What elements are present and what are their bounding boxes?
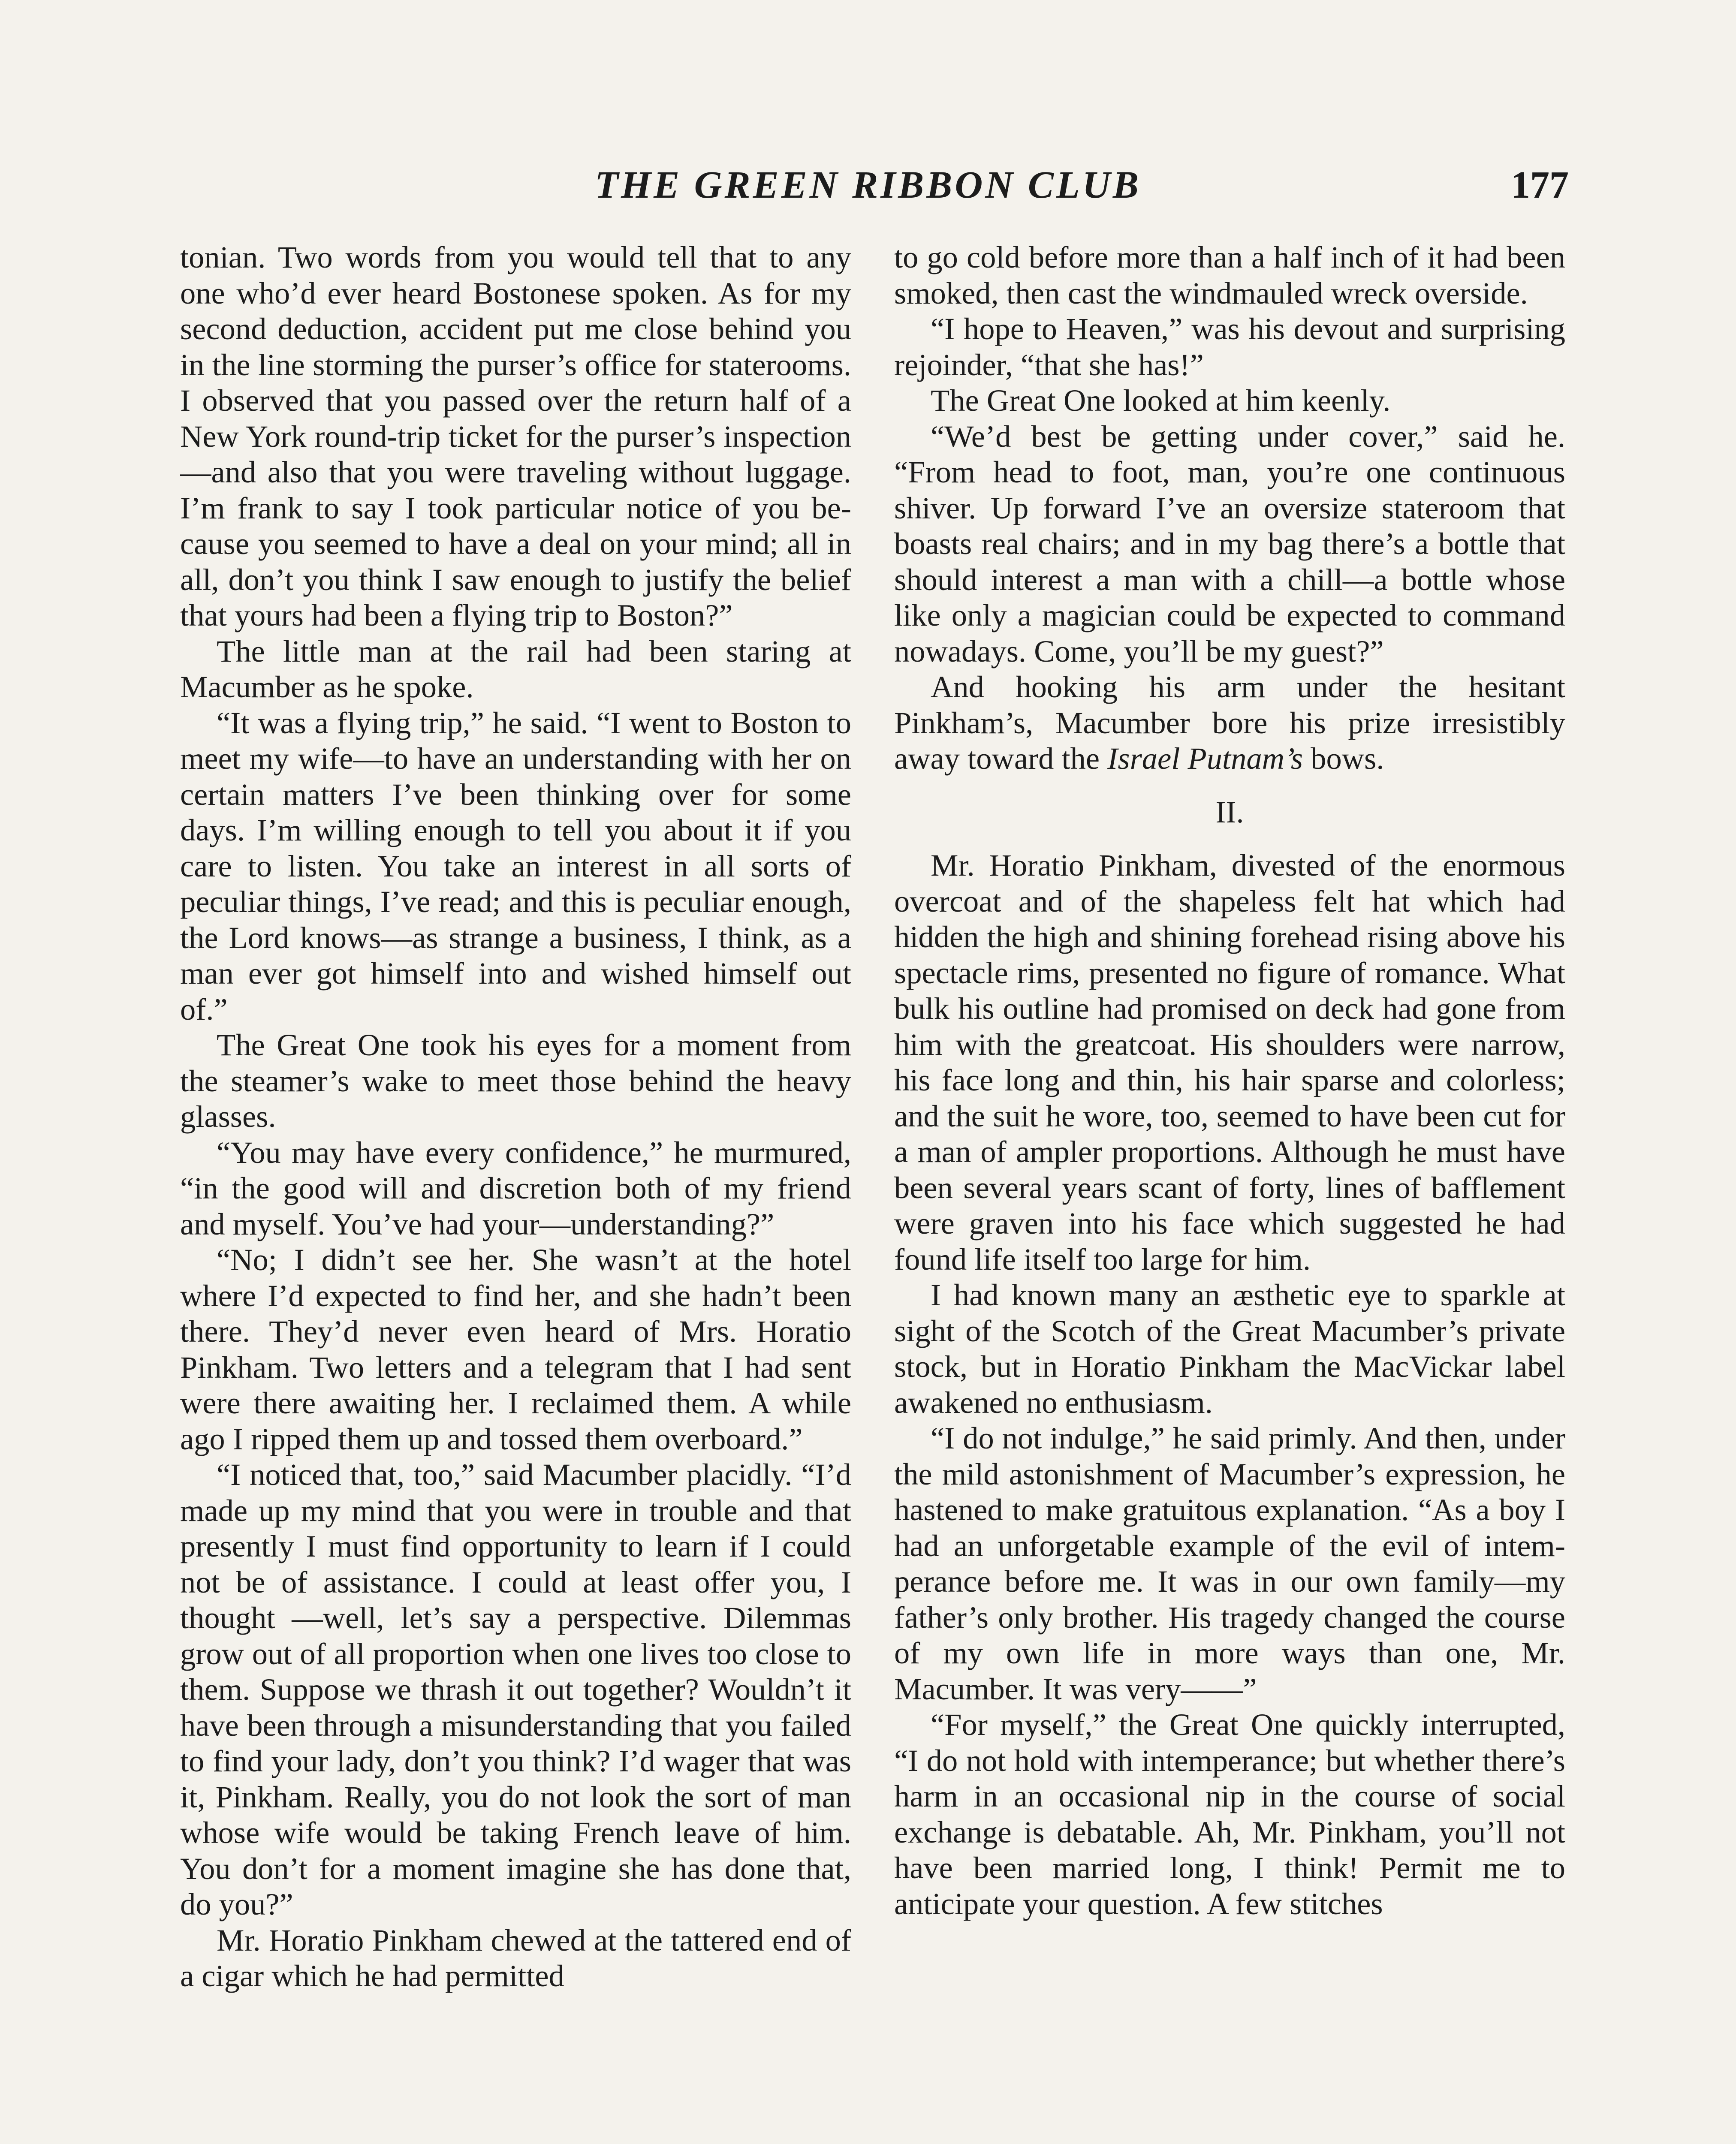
paragraph: “I hope to Heaven,” was his devout and surprising rejoinder, “that she has!”: [894, 311, 1565, 382]
paragraph: to go cold before more than a half inch of it had been smoked, then cast the windmauled wreck overside.: [894, 240, 1565, 310]
paragraph: Mr. Horatio Pinkham, divested of the enormous overcoat and of the shapeless felt hat which had hidden the high and shining forehead rising above his spectacle rims, presented no figure of romance. What bulk his outline had promised on deck had gone from him with the greatcoat. His shoulders were narrow, his face long and thin, his hair sparse and colorless; and the suit he wore, too, seemed to have been cut for a man of ampler proportions. Although he must have been several years scant of forty, lines of bafflement were graven into his face which suggested he had found life itself too large for him.: [894, 848, 1565, 1277]
paragraph: “No; I didn’t see her. She wasn’t at the hotel where I’d expected to find her, and she hadn’t been there. They’d never even heard of Mrs. Horatio Pinkham. Two letters and a telegram that I had sent were there awaiting her. I reclaimed them. A while ago I ripped them up and tossed them overboard.”: [180, 1242, 851, 1456]
right-column: [894, 239, 1565, 2144]
closing-tail-text: bows.: [1303, 741, 1384, 776]
paragraph: “I noticed that, too,” said Macumber placidly. “I’d made up my mind that you were in trouble and that presently I must find opportunity to learn if I could not be of assistance. I could at least offer you, I thought —well, let’s say a perspective. Dilemmas grow out of all proportion when one lives too close to them. Suppose we thrash it out together? Wouldn’t it have been through a misunderstanding that you failed to find your lady, don’t you think? I’d wager that was it, Pinkham. Really, you do not look the sort of man whose wife would be taking French leave of him. You don’t for a moment imagine she has done that, do you?”: [180, 1457, 851, 1921]
page-number: 177: [1511, 164, 1569, 206]
paragraph: “We’d best be getting under cover,” said he. “From head to foot, man, you’re one continuous shiver. Up forward I’ve an oversize stateroom that boasts real chairs; and in my bag there’s a bottle that should interest a man with a chill—a bottle whose like only a magician could be expected to command nowadays. Come, you’ll be my guest?”: [894, 419, 1565, 668]
ship-name: Israel Putnam’s: [1107, 741, 1303, 776]
page-header: [0, 163, 1736, 210]
paragraph: I had known many an æsthetic eye to sparkle at sight of the Scotch of the Great Macumber’s private stock, but in Horatio Pinkham the MacVickar label awakened no enthusiasm.: [894, 1277, 1565, 1420]
paragraph-closing: [894, 669, 1565, 777]
paragraph: “It was a flying trip,” he said. “I went to Boston to meet my wife—to have an understanding with her on certain matters I’ve been thinking over for some days. I’m willing enough to tell you about it if you care to listen. You take an interest in all sorts of peculiar things, I’ve read; and this is peculiar enough, the Lord knows—as strange a business, I think, as a man ever got himself into and wished himself out of.”: [180, 705, 851, 1027]
paragraph: “For myself,” the Great One quickly interrupted, “I do not hold with intemperance; but whether there’s harm in an occasional nip in the course of social exchange is debatable. Ah, Mr. Pinkham, you’ll not have been married long, I think! Permit me to anticipate your question. A few stitches: [894, 1707, 1565, 1921]
paragraph: The Great One looked at him keenly.: [931, 383, 1391, 418]
paragraph: The Great One took his eyes for a moment from the steamer’s wake to meet those behind the heavy glasses.: [180, 1027, 851, 1134]
paragraph: The little man at the rail had been staring at Macumber as he spoke.: [180, 633, 851, 704]
left-column: [180, 239, 851, 2144]
running-title: THE GREEN RIBBON CLUB: [595, 164, 1141, 206]
section-heading: II.: [1215, 795, 1244, 829]
closing-lead-text: And hooking his arm under the hesitant Pinkham’s, Macumber bore his prize irresistibly away toward the: [894, 669, 1565, 776]
paragraph: Mr. Horatio Pinkham chewed at the tattered end of a cigar which he had permitted: [180, 1922, 851, 1993]
paragraph: tonian. Two words from you would tell that to any one who’d ever heard Bostonese spoken. As for my second deduction, accident put me close behind you in the line storming the purser’s office for staterooms. I observed that you passed over the return half of a New York round-trip ticket for the purser’s inspection—and also that you were traveling without luggage. I’m frank to say I took particular notice of you because you seemed to have a deal on your mind; all in all, don’t you think I saw enough to justify the belief that yours had been a flying trip to Boston?”: [180, 240, 851, 632]
paragraph: “I do not indulge,” he said primly. And then, under the mild astonishment of Macumber’s expression, he hastened to make gratuitous explanation. “As a boy I had an unforgetable example of the evil of intemperance before me. It was in our own family—my father’s only brother. His tragedy changed the course of my own life in more ways than one, Mr. Macumber. It was very——”: [894, 1421, 1565, 1706]
paragraph: “You may have every confidence,” he murmured, “in the good will and discretion both of my friend and myself. You’ve had your—understanding?”: [180, 1135, 851, 1241]
